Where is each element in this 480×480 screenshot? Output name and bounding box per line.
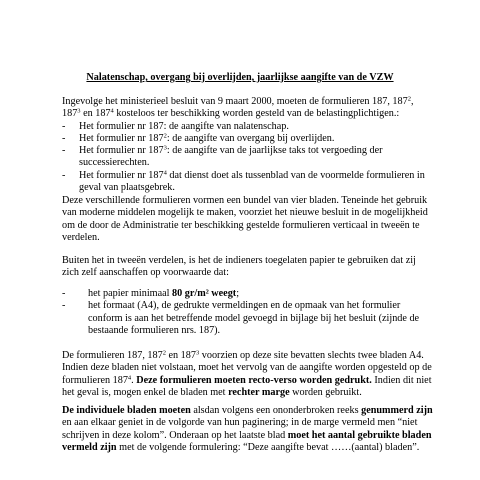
paper-conditions-list <box>62 288 422 337</box>
paragraph-line: Deze verschillende formulieren vormen een bundel van vier bladen. Teneinde het gebruik <box>62 195 428 206</box>
intro-line-2: $187^3$ en $187^4$ kosteloos ter beschikking worden gesteld van de belastingplichtigen.: <box>62 107 400 120</box>
paragraph-line: Indien deze bladen niet volstaan, moet het vervolg van de aangifte worden opgesteld op de <box>62 362 432 374</box>
list-item-continuation: geval van plaatsgebrek. <box>79 182 175 194</box>
list-item: - Het formulier nr $187^4$ dat dienst doet als tussenblad van de voormelde formulieren in <box>62 169 425 181</box>
paragraph-line: schrijven in deze kolom”. Onderaan op het laatste blad moet het aantal gebruikte bladen <box>62 429 432 441</box>
list-item: - het papier minimaal 80 gr/m² weegt; <box>62 288 240 299</box>
intro-line-1: Ingevolge het ministerieel besluit van 9 maart 2000, moeten de formulieren 187, $187^2$, <box>62 95 414 107</box>
list-item: - het formaat (A4), de gedrukte vermeldingen en de opmaak van het formulier <box>62 300 401 312</box>
list-item: - Het formulier nr 187: de aangifte van nalatenschap. <box>62 120 289 132</box>
paragraph-line: De formulieren 187, $187^2$ en $187^3$ voorzien op deze site bevatten slechts twee bladen A4. <box>62 349 424 361</box>
paragraph-line: zich zelf aanschaffen op voorwaarde dat: <box>62 267 229 279</box>
list-item: - Het formulier nr $187^3$: de aangifte van de jaarlijkse taks tot vergoeding der <box>62 144 383 157</box>
paragraph-bundle <box>62 195 428 244</box>
intro-paragraph <box>62 95 425 194</box>
paragraph-line: formulieren $187^4$. Deze formulieren moeten recto-verso worden gedrukt. Indien dit niet <box>62 374 432 386</box>
document-title: Nalatenschap, overgang bij overlijden, jaarlijkse aangifte van de VZW <box>86 72 394 83</box>
paragraph-line: om de door de Administratie ter beschikking gestelde formulieren verticaal in tweeën te <box>62 219 420 231</box>
paragraph-numbering <box>62 405 433 454</box>
paragraph-paper <box>62 255 422 280</box>
list-item-continuation: successierechten. <box>79 157 150 169</box>
list-item-continuation: bestaande formulieren nrs. 187). <box>88 324 221 336</box>
paragraph-line: De individuele bladen moeten alsdan volgens een ononderbroken reeks genummerd zijn <box>62 405 433 416</box>
paragraph-line: van moderne middelen mogelijk te maken, voorziet het nieuwe besluit in de mogelijkheid <box>62 207 428 219</box>
paragraph-line: het geval is, mogen enkel de bladen met rechter marge worden gebruikt. <box>62 386 362 398</box>
list-item-continuation: conform is aan het betreffende model gevoegd in bijlage bij het besluit (zijnde de <box>88 312 420 324</box>
paragraph-line: vermeld zijn met de volgende formulering: “Deze aangifte bevat ……(aantal) bladen”. <box>62 441 420 453</box>
paragraph-line: Buiten het in tweeën verdelen, is het de indieners toegelaten papier te gebruiken dat zij <box>62 255 416 266</box>
paragraph-forms <box>62 349 432 399</box>
list-item: - Het formulier nr $187^2$: de aangifte van overgang bij overlijden. <box>62 132 335 144</box>
paragraph-line: en aan elkaar geniet in de volgorde van hun paginering; in de marge vermeld men “niet <box>62 417 418 429</box>
paragraph-line: verdelen. <box>62 231 100 243</box>
